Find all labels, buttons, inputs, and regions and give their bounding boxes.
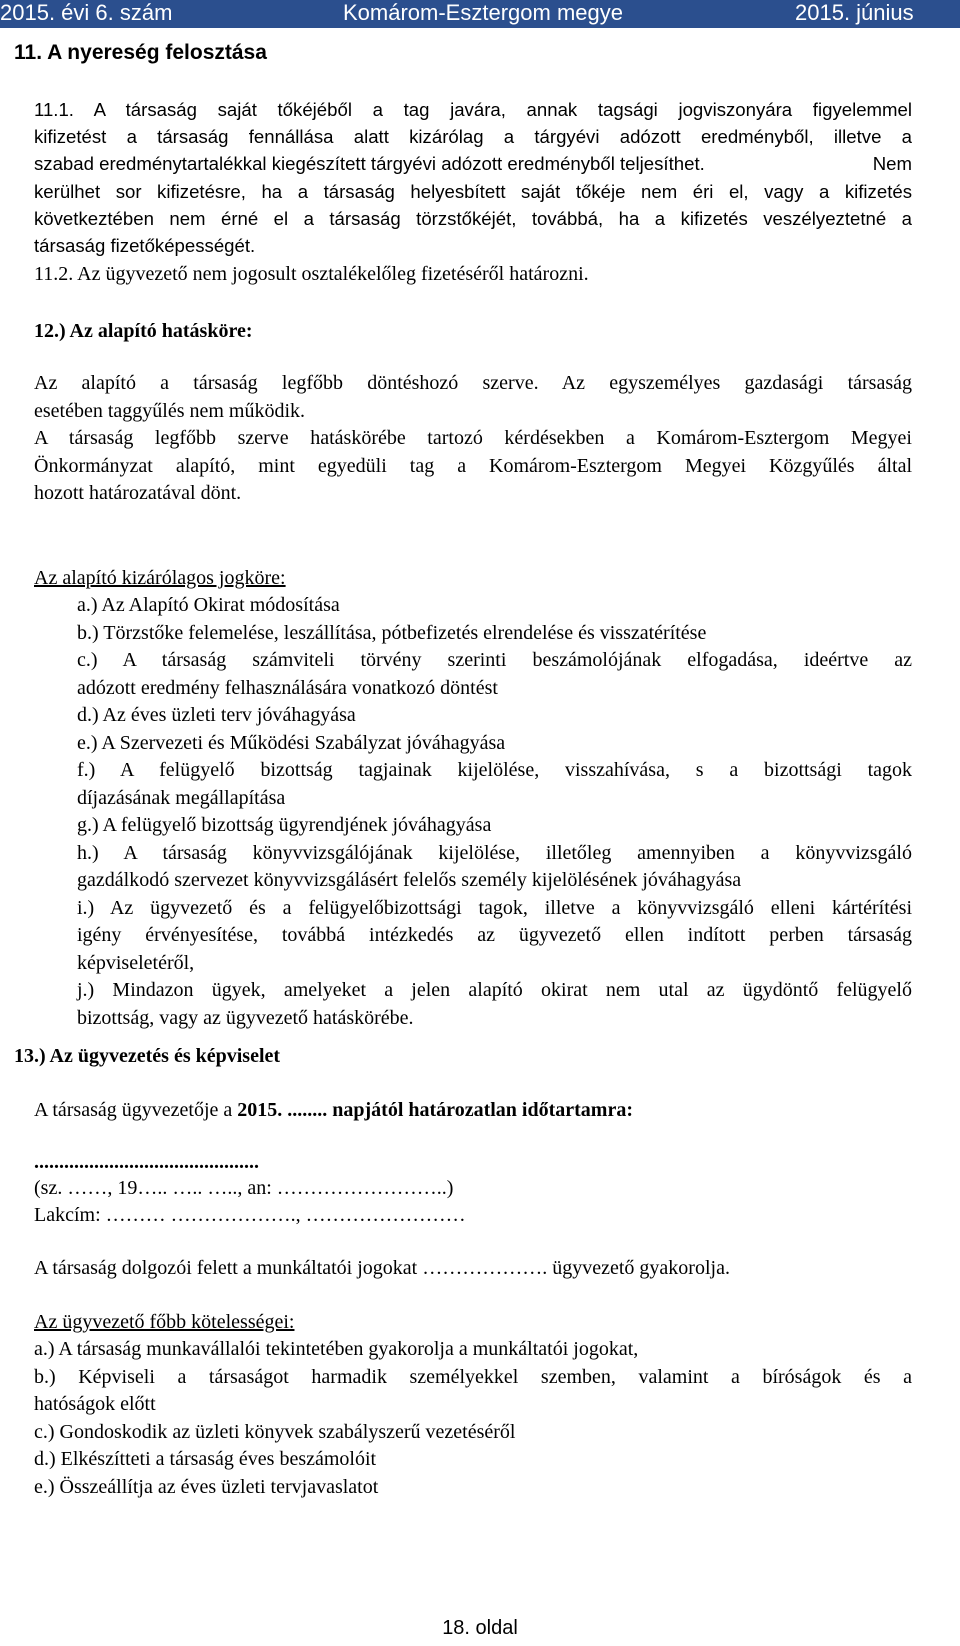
duties-title: Az ügyvezető főbb kötelességei: xyxy=(34,1311,295,1333)
list-item: díjazásának megállapítása xyxy=(77,786,286,809)
section-13-title: 13.) Az ügyvezetés és képviselet xyxy=(14,1045,281,1067)
list-item: a.) Az Alapító Okirat módosítása xyxy=(77,594,340,616)
page-number: 18. oldal xyxy=(442,1617,518,1639)
header-date: 2015. június xyxy=(795,0,914,25)
text-line: 11.1. A társaság saját tőkéjéből a tag javára, annak tagsági jogviszonyára figyelemmel xyxy=(34,99,912,120)
list-item: adózott eredmény felhasználására vonatkozó döntést xyxy=(77,676,498,699)
header-county: Komárom-Esztergom megye xyxy=(343,0,623,25)
section-11-paragraph-2: 11.2. Az ügyvezető nem jogosult osztalékelőleg fizetéséről határozni. xyxy=(34,263,589,285)
list-item: gazdálkodó szervezet könyvvizsgálásért felelős személy kijelölésének jóváhagyása xyxy=(77,869,742,891)
duties-list xyxy=(34,1336,912,1501)
text-line-part: szabad eredménytartalékkal kiegészített tárgyévi adózott eredményből teljesíthet. xyxy=(34,153,705,175)
list-item: e.) A Szervezeti és Működési Szabályzat jóváhagyása xyxy=(77,731,506,754)
text-line xyxy=(34,150,912,177)
text-line: kifizetést a társaság fennállása alatt kizárólag a tárgyévi adózott eredményből, illetve a xyxy=(34,126,912,148)
text-line: hozott határozatával dönt. xyxy=(34,482,242,504)
list-item: d.) Az éves üzleti terv jóváhagyása xyxy=(77,704,356,726)
list-item: e.) Összeállítja az éves üzleti tervjavaslatot xyxy=(34,1475,379,1498)
list-item: h.) A társaság könyvvizsgálójának kijelölése, illetőleg amennyiben a könyvvizsgáló xyxy=(77,841,912,864)
text-line: kerülhet sor kifizetésre, ha a társaság helyesbített saját tőkéje nem éri el, vagy a kifizetés xyxy=(34,180,912,202)
list-item: c.) A társaság számviteli törvény szerinti beszámolójának elfogadása, ideértve az xyxy=(77,649,912,671)
list-item: igény érvényesítése, továbbá intézkedés az ügyvezető ellen indított perben társaság xyxy=(77,924,912,946)
page-header xyxy=(0,0,960,28)
list-item: d.) Elkészítteti a társaság éves beszámolóit xyxy=(34,1448,377,1470)
text-line: következtében nem érné el a társaság törzstőkéjét, továbbá, ha a kifizetés veszélyeztetné a xyxy=(34,207,912,229)
section-13-intro xyxy=(34,1097,633,1125)
section-11-paragraph-1 xyxy=(34,96,912,259)
text-line: Az alapító a társaság legfőbb döntéshozó szerve. Az egyszemélyes gazdasági társaság xyxy=(34,372,912,394)
list-item: b.) Törzstőke felemelése, leszállítása, pótbefizetés elrendelése és visszatérítése xyxy=(77,621,707,644)
text-line: A társaság legfőbb szerve hatáskörébe tartozó kérdésekben a Komárom-Esztergom Megyei xyxy=(34,427,912,449)
list-item: j.) Mindazon ügyek, amelyeket a jelen alapító okirat nem utal az ügydöntő felügyelő xyxy=(77,979,912,1001)
section-11-title: 11. A nyereség felosztása xyxy=(14,41,267,64)
list-item: i.) Az ügyvezető és a felügyelőbizottsági tagok, illetve a könyvvizsgáló elleni kártérítési xyxy=(77,896,912,919)
exclusive-powers-title: Az alapító kizárólagos jogköre: xyxy=(34,567,286,589)
exclusive-powers-list xyxy=(77,592,912,1032)
section-12-paragraph-1 xyxy=(34,370,912,425)
employer-rights: A társaság dolgozói felett a munkáltatói jogokat ………………. ügyvezető gyakorolja. xyxy=(34,1257,730,1279)
manager-name-placeholder: ............................................. xyxy=(34,1151,259,1173)
header-issue: 2015. évi 6. szám xyxy=(0,0,173,25)
list-item: f.) A felügyelő bizottság tagjainak kijelölése, visszahívása, s a bizottsági tagok xyxy=(77,759,912,781)
list-item: g.) A felügyelő bizottság ügyrendjének jóváhagyása xyxy=(77,814,492,836)
manager-birth-data: (sz. ……, 19….. ….. ….., an: ……………………..) xyxy=(34,1177,454,1199)
text-line-part: Nem xyxy=(872,153,912,175)
list-item: a.) A társaság munkavállalói tekintetében gyakorolja a munkáltatói jogokat, xyxy=(34,1338,639,1360)
list-item: hatóságok előtt xyxy=(34,1393,156,1415)
section-13-intro-text: A társaság ügyvezetője a xyxy=(34,1099,238,1121)
list-item: bizottság, vagy az ügyvezető hatáskörébe. xyxy=(77,1006,414,1029)
text-line: Önkormányzat alapító, mint egyedüli tag a Komárom-Esztergom Megyei Közgyűlés által xyxy=(34,454,912,477)
section-13-intro-bold: 2015. ........ napjától határozatlan időtartamra: xyxy=(237,1099,633,1121)
section-12-paragraph-2 xyxy=(34,425,912,508)
list-item: c.) Gondoskodik az üzleti könyvek szabályszerű vezetéséről xyxy=(34,1420,516,1443)
text-line: esetében taggyűlés nem működik. xyxy=(34,399,306,422)
list-item: b.) Képviseli a társaságot harmadik személyekkel szemben, valamint a bíróságok és a xyxy=(34,1365,912,1388)
section-12-title: 12.) Az alapító hatásköre: xyxy=(34,320,253,342)
manager-address: Lakcím: ……… ………………., …………………… xyxy=(34,1204,466,1226)
list-item: képviseletéről, xyxy=(77,951,195,974)
text-line: társaság fizetőképességét. xyxy=(34,235,256,257)
